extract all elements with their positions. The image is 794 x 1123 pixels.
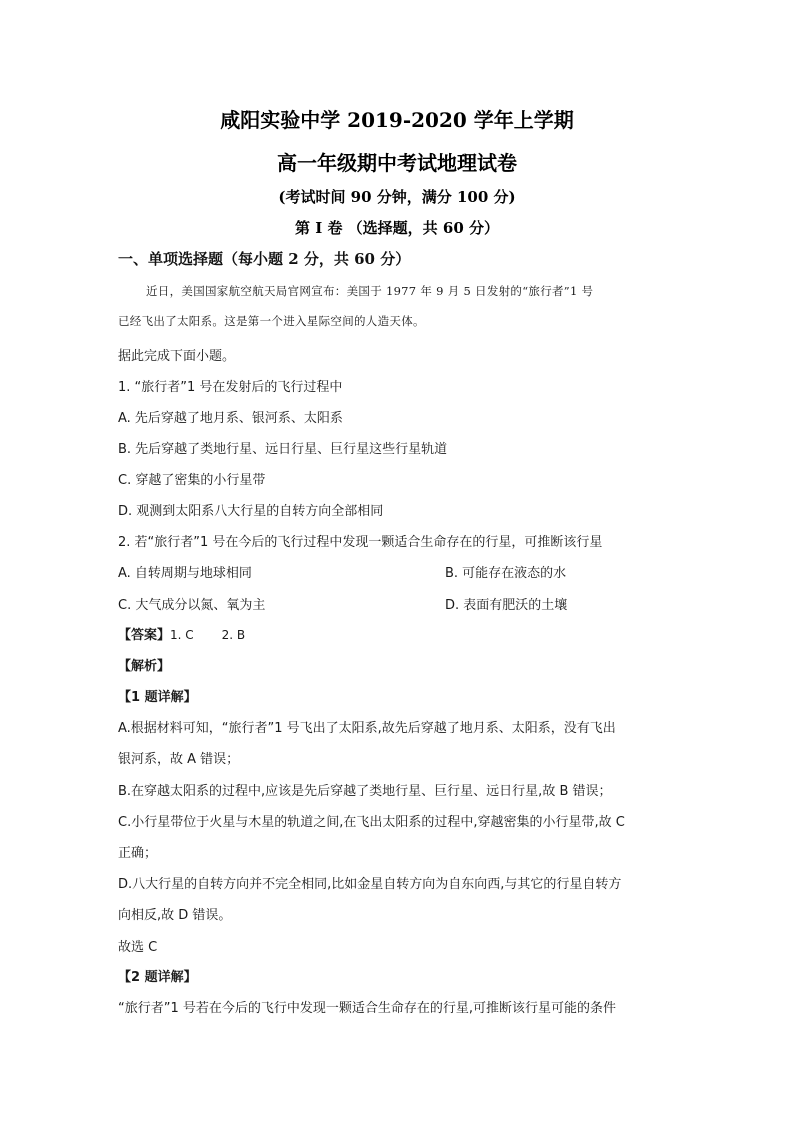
analysis-q1-line-7: 向相反,故 D 错误。 — [118, 908, 232, 923]
analysis-q1-line-6: D.八大行星的自转方向并不完全相同,比如金星自转方向为自东向西,与其它的行星自转方 — [118, 877, 622, 892]
material-prompt: 据此完成下面小题。 — [118, 349, 236, 364]
answer-label: 【答案】 — [118, 628, 171, 643]
analysis-q1-line-3: B.在穿越太阳系的过程中,应该是先后穿越了类地行星、巨行星、远日行星,故 B 错误； — [118, 784, 612, 799]
answer-q1: 1. C — [170, 628, 194, 642]
analysis-q1-label: 【1 题详解】 — [118, 690, 197, 705]
question-1-option-c: C. 穿越了密集的小行星带 — [118, 473, 266, 488]
question-1-stem: 1. “旅行者”1 号在发射后的飞行过程中 — [118, 380, 343, 395]
answer-row — [118, 624, 245, 643]
analysis-q1-line-2: 银河系，故 A 错误； — [118, 752, 240, 767]
analysis-q1-line-4: C.小行星带位于火星与木星的轨道之间,在飞出太阳系的过程中,穿越密集的小行星带,故 C — [118, 815, 625, 830]
analysis-q1-line-5: 正确； — [118, 846, 158, 861]
answer-q2: 2. B — [221, 628, 246, 642]
question-2-option-d: D. 表面有肥沃的土壤 — [445, 598, 568, 613]
exam-title: 高一年级期中考试地理试卷 — [277, 151, 517, 175]
analysis-q1-line-8: 故选 C — [118, 940, 158, 955]
question-1-option-d: D. 观测到太阳系八大行星的自转方向全部相同 — [118, 504, 384, 519]
question-2-option-c: C. 大气成分以氮、氧为主 — [118, 598, 266, 613]
volume-title: 第 I 卷 （选择题，共 60 分） — [294, 219, 499, 237]
analysis-q2-label: 【2 题详解】 — [118, 970, 197, 985]
question-2-option-a: A. 自转周期与地球相同 — [118, 566, 252, 581]
analysis-label: 【解析】 — [118, 659, 171, 674]
section-heading: 一、单项选择题（每小题 2 分，共 60 分） — [118, 250, 411, 268]
analysis-q2-line-1: “旅行者”1 号若在今后的飞行中发现一颗适合生命存在的行星,可推断该行星可能的条件 — [118, 1001, 617, 1016]
material-line-1: 近日，美国国家航空航天局官网宣布：美国于 1977 年 9 月 5 日发射的“旅行者”1 号 — [146, 284, 594, 298]
exam-time-score: (考试时间 90 分钟，满分 100 分) — [278, 188, 516, 206]
question-1-option-b: B. 先后穿越了类地行星、远日行星、巨行星这些行星轨道 — [118, 442, 448, 457]
question-1-option-a: A. 先后穿越了地月系、银河系、太阳系 — [118, 411, 343, 426]
question-2-option-b: B. 可能存在液态的水 — [445, 566, 567, 581]
analysis-q1-line-1: A.根据材料可知，“旅行者”1 号飞出了太阳系,故先后穿越了地月系、太阳系，没有飞出 — [118, 721, 616, 736]
school-title: 咸阳实验中学 2019-2020 学年上学期 — [220, 108, 574, 132]
question-2-stem: 2. 若“旅行者”1 号在今后的飞行过程中发现一颗适合生命存在的行星，可推断该行星 — [118, 535, 603, 550]
material-line-2: 已经飞出了太阳系。这是第一个进入星际空间的人造天体。 — [118, 314, 425, 328]
